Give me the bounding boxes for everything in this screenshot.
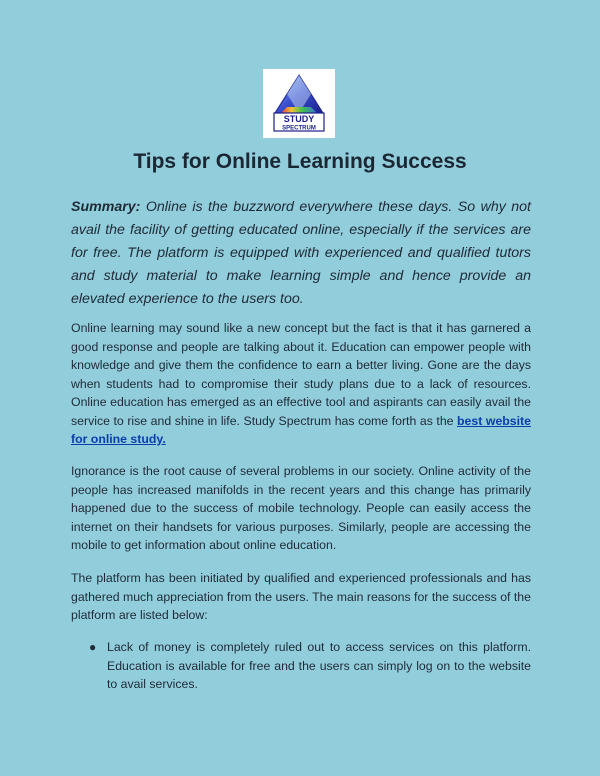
summary-label: Summary: [71,199,141,215]
body-paragraph-3: The platform has been initiated by qualified and experienced professionals and has gathered much appreciation from the users. The main reasons for the success of the platform are listed below: [71,571,531,622]
body-paragraph-1 [71,319,531,449]
page-title: Tips for Online Learning Success [133,150,467,173]
logo-graphic [263,69,335,138]
summary-text: Online is the buzzword everywhere these days. So why not avail the facility of getting educated online, especially if the services are for free. The platform is equipped with experienced and qualified tutors and study material to make learning simple and hence provide an elevated experience to the users too. [71,199,531,307]
body-paragraph-2: Ignorance is the root cause of several problems in our society. Online activity of the people has increased manifolds in the recent years and this change has primarily happened due to the success of mobile technology. People can easily access the internet on their handsets for various purposes. Similarly, people are accessing the mobile to get information about online education. [71,464,531,552]
best-website-link[interactable]: best website for online study. [71,413,531,446]
study-spectrum-logo [263,69,335,138]
paragraph-1-text: Online learning may sound like a new concept but the fact is that it has garnered a good response and people are talking about it. Education can empower people with knowledge and give them the confidence to earn a better living. Gone are the days when students had to compromise their study plans due to a lack of resources. Online education has emerged as an effective tool and aspirants can easily avail the service to rise and shine in life. Study Spectrum has come forth as the [71,321,531,428]
summary-paragraph [71,196,531,311]
logo-text-line1: STUDY [283,114,315,124]
bullet-icon: ● [89,640,97,654]
reasons-list [71,638,531,694]
logo-text-line2: SPECTRUM [282,125,316,132]
list-item [71,638,531,694]
list-item-text: Lack of money is completely ruled out to access services on this platform. Education is available for free and the users can simply log on to the website to avail services. [107,640,531,691]
